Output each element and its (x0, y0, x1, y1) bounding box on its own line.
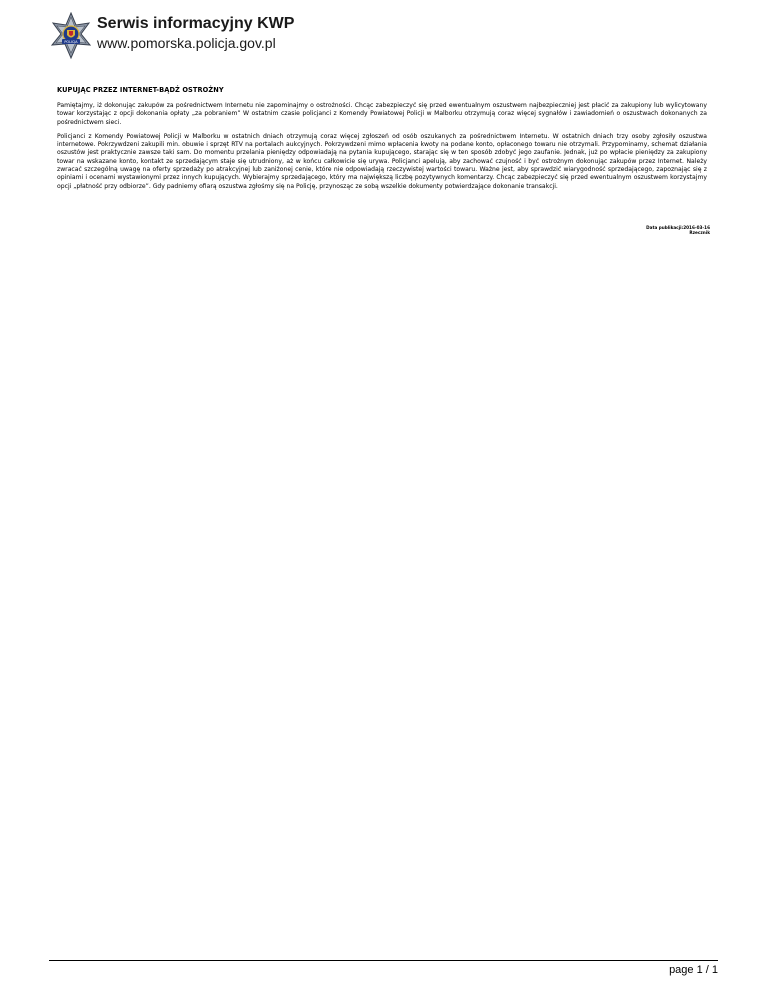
article-paragraph-2: Policjanci z Komendy Powiatowej Policji w Malborku w ostatnich dniach otrzymują coraz więcej zgłoszeń od osób oszukanych za pośrednictwem Internetu. W ostatnich dniach trzy osoby zgłosiły oszustwa internetowe. Pokrzywdzeni zakupili min. obuwie i sprzęt RTV na portalach aukcyjnych. Pokrzywdzeni mimo wpłacenia kwoty na podane konto, opłaconego towaru nie otrzymali. Przypominamy, schemat działania oszustów jest praktycznie zawsze taki sam. Do momentu przelania pieniędzy odpowiadają na pytania kupującego, starając się w ten sposób zdobyć jego zaufanie. Jednak, już po wpłacie pieniędzy za zakupiony towar na wskazane konto, kontakt ze sprzedającym staje się utrudniony, aż w końcu całkowicie się urywa. Policjanci apelują, aby zachować czujność i być ostrożnym dokonując zakupów przez Internet. Należy zwracać szczególną uwagę na oferty sprzedaży po atrakcyjnej lub zaniżonej cenie, które nie odpowiadają rzeczywistej wartości towaru. Ważne jest, aby sprawdzić wiarygodność sprzedającego, zapoznając się z opiniami i ocenami wystawionymi przez innych kupujących. Wybierajmy sprzedającego, który ma największą liczbę pozytywnych komentarzy. Chcąc zabezpieczyć się przed ewentualnym oszustwem korzystajmy opcji „płatność przy odbiorze”. Gdy padniemy ofiarą oszustwa zgłośmy się na Policję, przynosząc ze sobą wszelkie dokumenty potwierdzające dokonanie transakcji. (57, 132, 707, 190)
article-paragraph-1: Pamiętajmy, iż dokonując zakupów za pośrednictwem Internetu nie zapominajmy o ostrożności. Chcąc zabezpieczyć się przed ewentualnym oszustwem najbezpieczniej jest płacić za zakupiony lub wylicytowany towar korzystając z opcji dokonania opłaty „za pobraniem” W ostatnim czasie policjanci z Komendy Powiatowej Policji w Malborku otrzymują coraz więcej sygnałów i zawiadomień o oszustwach dokonanych za pośrednictwem sieci. (57, 102, 707, 126)
page-header (50, 12, 730, 72)
author: Rzecznik (689, 230, 710, 235)
footer-divider (49, 960, 718, 961)
header-text (97, 14, 294, 53)
logo-label: POLICJA (64, 40, 78, 44)
article-content (57, 85, 707, 197)
article-title: KUPUJĄC PRZEZ INTERNET-BĄDŹ OSTROŻNY (57, 86, 224, 94)
publication-date: Data publikacji:2016-03-16 (646, 225, 710, 230)
police-star-logo-icon (50, 12, 92, 64)
publication-info (646, 225, 710, 235)
site-url: www.pomorska.policja.gov.pl (97, 35, 276, 51)
page-number: page 1 / 1 (669, 964, 718, 976)
site-title: Serwis informacyjny KWP (97, 15, 295, 32)
